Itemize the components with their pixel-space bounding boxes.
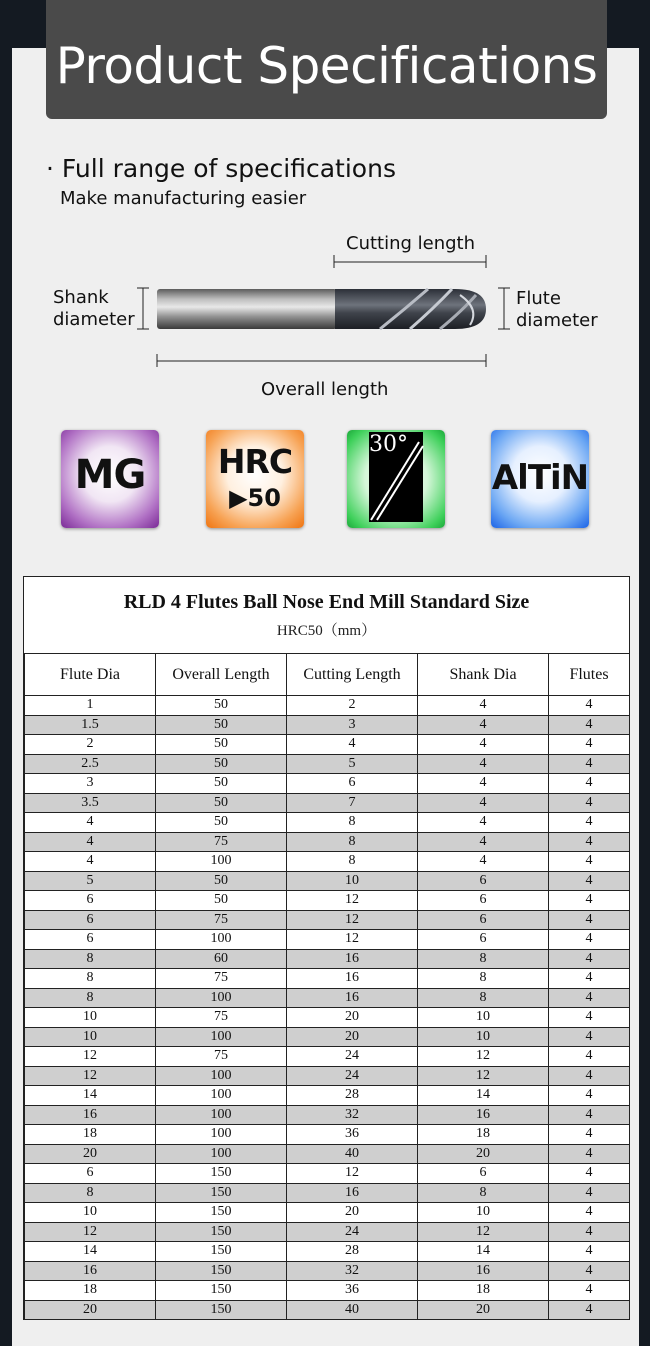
cell-flutes: 4 [549, 1300, 630, 1320]
cell-shank-dia: 14 [418, 1086, 549, 1106]
cell-flutes: 4 [549, 1183, 630, 1203]
cutting-length-label: Cutting length [346, 233, 476, 254]
cell-overall-length: 150 [156, 1261, 287, 1281]
cell-shank-dia: 14 [418, 1242, 549, 1262]
cell-overall-length: 50 [156, 696, 287, 716]
cell-overall-length: 50 [156, 735, 287, 755]
cell-overall-length: 150 [156, 1164, 287, 1184]
cell-shank-dia: 16 [418, 1261, 549, 1281]
cell-cutting-length: 12 [287, 930, 418, 950]
cell-flutes: 4 [549, 1008, 630, 1028]
cell-overall-length: 50 [156, 774, 287, 794]
cell-flutes: 4 [549, 969, 630, 989]
cell-cutting-length: 32 [287, 1105, 418, 1125]
cell-shank-dia: 20 [418, 1144, 549, 1164]
cell-overall-length: 50 [156, 715, 287, 735]
table-row [25, 1203, 630, 1223]
cell-cutting-length: 12 [287, 910, 418, 930]
cell-flutes: 4 [549, 1261, 630, 1281]
cell-flutes: 4 [549, 813, 630, 833]
cell-cutting-length: 16 [287, 1183, 418, 1203]
cell-flute-dia: 1.5 [25, 715, 156, 735]
cell-flutes: 4 [549, 871, 630, 891]
header-shank-dia: Shank Dia [418, 654, 549, 696]
cell-flute-dia: 5 [25, 871, 156, 891]
cell-flutes: 4 [549, 1086, 630, 1106]
cell-overall-length: 150 [156, 1183, 287, 1203]
cell-shank-dia: 8 [418, 969, 549, 989]
cell-flute-dia: 20 [25, 1300, 156, 1320]
cell-flutes: 4 [549, 891, 630, 911]
hrc-value-label: ▶50 [229, 484, 281, 512]
cell-cutting-length: 20 [287, 1203, 418, 1223]
cell-cutting-length: 20 [287, 1027, 418, 1047]
page-title: Product Specifications [55, 37, 598, 95]
cell-overall-length: 50 [156, 754, 287, 774]
cell-shank-dia: 4 [418, 715, 549, 735]
hrc-hardness-icon [206, 430, 304, 528]
header-cutting-length: Cutting Length [287, 654, 418, 696]
cell-flutes: 4 [549, 910, 630, 930]
cell-shank-dia: 10 [418, 1203, 549, 1223]
cell-cutting-length: 5 [287, 754, 418, 774]
cell-flute-dia: 4 [25, 852, 156, 872]
cell-shank-dia: 8 [418, 1183, 549, 1203]
cell-flutes: 4 [549, 1144, 630, 1164]
table-row [25, 735, 630, 755]
cell-cutting-length: 12 [287, 891, 418, 911]
cell-shank-dia: 4 [418, 793, 549, 813]
cell-cutting-length: 16 [287, 949, 418, 969]
table-row [25, 1086, 630, 1106]
table-row [25, 1144, 630, 1164]
cell-shank-dia: 6 [418, 891, 549, 911]
header-flute-dia: Flute Dia [25, 654, 156, 696]
cell-overall-length: 100 [156, 1066, 287, 1086]
cell-overall-length: 75 [156, 1047, 287, 1067]
cell-flute-dia: 16 [25, 1261, 156, 1281]
table-title: RLD 4 Flutes Ball Nose End Mill Standard Size [123, 591, 530, 613]
cell-shank-dia: 6 [418, 910, 549, 930]
cell-flute-dia: 2 [25, 735, 156, 755]
cell-overall-length: 150 [156, 1281, 287, 1301]
cell-cutting-length: 2 [287, 696, 418, 716]
cell-flute-dia: 18 [25, 1281, 156, 1301]
end-mill-diagram [0, 225, 650, 415]
table-row [25, 715, 630, 735]
cell-flute-dia: 8 [25, 1183, 156, 1203]
flute-diameter-label-line2: diameter [516, 310, 598, 331]
cell-cutting-length: 4 [287, 735, 418, 755]
cell-flute-dia: 4 [25, 832, 156, 852]
cell-flute-dia: 8 [25, 949, 156, 969]
cell-flutes: 4 [549, 949, 630, 969]
cell-overall-length: 50 [156, 793, 287, 813]
table-row [25, 1300, 630, 1320]
table-row [25, 891, 630, 911]
table-header-row [25, 654, 630, 696]
cell-shank-dia: 20 [418, 1300, 549, 1320]
cell-flute-dia: 18 [25, 1125, 156, 1145]
mg-label: MG [74, 452, 146, 498]
cell-flutes: 4 [549, 1164, 630, 1184]
feature-icons [0, 430, 650, 532]
spec-table [24, 653, 630, 1320]
cell-flutes: 4 [549, 715, 630, 735]
cell-flute-dia: 1 [25, 696, 156, 716]
cell-shank-dia: 8 [418, 949, 549, 969]
cell-flutes: 4 [549, 1203, 630, 1223]
table-row [25, 1261, 630, 1281]
table-row [25, 871, 630, 891]
table-row [25, 774, 630, 794]
cell-shank-dia: 6 [418, 930, 549, 950]
cell-flute-dia: 8 [25, 988, 156, 1008]
cell-shank-dia: 10 [418, 1008, 549, 1028]
cell-cutting-length: 28 [287, 1086, 418, 1106]
cell-overall-length: 60 [156, 949, 287, 969]
cell-cutting-length: 40 [287, 1300, 418, 1320]
table-row [25, 1047, 630, 1067]
cell-shank-dia: 18 [418, 1281, 549, 1301]
table-row [25, 1242, 630, 1262]
table-row [25, 696, 630, 716]
cell-flute-dia: 10 [25, 1008, 156, 1028]
intro-subtitle: Make manufacturing easier [60, 188, 307, 209]
cell-shank-dia: 4 [418, 832, 549, 852]
cell-flute-dia: 10 [25, 1203, 156, 1223]
cell-flutes: 4 [549, 1027, 630, 1047]
cell-flute-dia: 14 [25, 1086, 156, 1106]
cell-cutting-length: 3 [287, 715, 418, 735]
cell-shank-dia: 4 [418, 696, 549, 716]
cell-cutting-length: 28 [287, 1242, 418, 1262]
cell-flute-dia: 12 [25, 1222, 156, 1242]
cell-overall-length: 100 [156, 1125, 287, 1145]
cell-cutting-length: 20 [287, 1008, 418, 1028]
cell-flutes: 4 [549, 696, 630, 716]
cell-cutting-length: 12 [287, 1164, 418, 1184]
cell-overall-length: 75 [156, 969, 287, 989]
cell-flutes: 4 [549, 774, 630, 794]
cell-flutes: 4 [549, 832, 630, 852]
cell-cutting-length: 8 [287, 813, 418, 833]
cell-flutes: 4 [549, 1281, 630, 1301]
shank-diameter-label [53, 287, 135, 331]
cell-flutes: 4 [549, 1105, 630, 1125]
cell-flutes: 4 [549, 793, 630, 813]
cell-flute-dia: 3 [25, 774, 156, 794]
intro-heading: · Full range of specifications [46, 154, 396, 183]
table-row [25, 754, 630, 774]
cell-flute-dia: 2.5 [25, 754, 156, 774]
cell-overall-length: 150 [156, 1222, 287, 1242]
table-row [25, 1066, 630, 1086]
mg-carbide-icon [61, 430, 159, 528]
header-overall-length: Overall Length [156, 654, 287, 696]
table-row [25, 910, 630, 930]
cell-cutting-length: 7 [287, 793, 418, 813]
cell-flute-dia: 16 [25, 1105, 156, 1125]
cell-flute-dia: 6 [25, 1164, 156, 1184]
cell-flute-dia: 4 [25, 813, 156, 833]
table-row [25, 969, 630, 989]
cell-overall-length: 150 [156, 1242, 287, 1262]
table-row [25, 1183, 630, 1203]
cell-flute-dia: 8 [25, 969, 156, 989]
table-row [25, 1105, 630, 1125]
cell-overall-length: 100 [156, 930, 287, 950]
table-row [25, 832, 630, 852]
cell-overall-length: 75 [156, 832, 287, 852]
cell-overall-length: 100 [156, 988, 287, 1008]
cell-flute-dia: 14 [25, 1242, 156, 1262]
cell-flute-dia: 6 [25, 930, 156, 950]
cell-flutes: 4 [549, 754, 630, 774]
coating-label: AlTiN [491, 458, 589, 498]
spec-table-card [23, 576, 630, 1320]
cell-shank-dia: 4 [418, 774, 549, 794]
cell-shank-dia: 4 [418, 735, 549, 755]
table-row [25, 852, 630, 872]
cell-cutting-length: 8 [287, 852, 418, 872]
hrc-label: HRC [217, 442, 293, 481]
cell-cutting-length: 32 [287, 1261, 418, 1281]
cell-flutes: 4 [549, 852, 630, 872]
cell-overall-length: 100 [156, 1144, 287, 1164]
cell-shank-dia: 6 [418, 871, 549, 891]
cell-overall-length: 75 [156, 910, 287, 930]
table-row [25, 1027, 630, 1047]
table-body [25, 696, 630, 1320]
cell-flutes: 4 [549, 1242, 630, 1262]
cell-overall-length: 50 [156, 871, 287, 891]
cell-cutting-length: 10 [287, 871, 418, 891]
cell-flute-dia: 3.5 [25, 793, 156, 813]
cell-flutes: 4 [549, 735, 630, 755]
flute-diameter-label-line1: Flute [516, 288, 561, 309]
cell-overall-length: 75 [156, 1008, 287, 1028]
header-flutes: Flutes [549, 654, 630, 696]
cell-cutting-length: 16 [287, 988, 418, 1008]
cell-shank-dia: 10 [418, 1027, 549, 1047]
cell-flute-dia: 12 [25, 1047, 156, 1067]
helix-angle-icon [347, 430, 445, 528]
cell-cutting-length: 40 [287, 1144, 418, 1164]
table-row [25, 988, 630, 1008]
cell-overall-length: 100 [156, 1105, 287, 1125]
cell-flute-dia: 6 [25, 891, 156, 911]
cell-shank-dia: 4 [418, 813, 549, 833]
cell-flutes: 4 [549, 1125, 630, 1145]
cell-cutting-length: 24 [287, 1222, 418, 1242]
altin-coating-icon [491, 430, 589, 528]
table-row [25, 1281, 630, 1301]
cell-flutes: 4 [549, 988, 630, 1008]
cell-shank-dia: 12 [418, 1222, 549, 1242]
cell-cutting-length: 24 [287, 1066, 418, 1086]
cell-flutes: 4 [549, 1066, 630, 1086]
cell-cutting-length: 6 [287, 774, 418, 794]
page-title-banner [46, 0, 607, 119]
cell-shank-dia: 4 [418, 852, 549, 872]
flute-diameter-label [516, 288, 598, 332]
cell-shank-dia: 6 [418, 1164, 549, 1184]
cell-overall-length: 100 [156, 1027, 287, 1047]
table-row [25, 813, 630, 833]
cell-cutting-length: 8 [287, 832, 418, 852]
cell-shank-dia: 12 [418, 1066, 549, 1086]
overall-length-label: Overall length [261, 379, 389, 400]
angle-label: 30° [369, 432, 408, 457]
cell-shank-dia: 16 [418, 1105, 549, 1125]
cell-cutting-length: 36 [287, 1125, 418, 1145]
cell-shank-dia: 12 [418, 1047, 549, 1067]
cell-flutes: 4 [549, 1222, 630, 1242]
cell-cutting-length: 24 [287, 1047, 418, 1067]
cell-overall-length: 100 [156, 852, 287, 872]
cell-flute-dia: 20 [25, 1144, 156, 1164]
table-row [25, 793, 630, 813]
table-row [25, 1164, 630, 1184]
table-row [25, 949, 630, 969]
cell-overall-length: 150 [156, 1203, 287, 1223]
cell-overall-length: 150 [156, 1300, 287, 1320]
table-row [25, 1222, 630, 1242]
cell-overall-length: 100 [156, 1086, 287, 1106]
cell-shank-dia: 4 [418, 754, 549, 774]
table-subtitle: HRC50（mm） [276, 623, 377, 639]
table-row [25, 930, 630, 950]
cell-shank-dia: 8 [418, 988, 549, 1008]
cell-flute-dia: 10 [25, 1027, 156, 1047]
table-row [25, 1125, 630, 1145]
cell-flute-dia: 12 [25, 1066, 156, 1086]
cell-cutting-length: 16 [287, 969, 418, 989]
cell-overall-length: 50 [156, 813, 287, 833]
cell-cutting-length: 36 [287, 1281, 418, 1301]
shank-diameter-label-line1: Shank [53, 287, 109, 308]
cell-overall-length: 50 [156, 891, 287, 911]
cell-shank-dia: 18 [418, 1125, 549, 1145]
shank-diameter-label-line2: diameter [53, 309, 135, 330]
cell-flute-dia: 6 [25, 910, 156, 930]
cell-flutes: 4 [549, 930, 630, 950]
table-row [25, 1008, 630, 1028]
cell-flutes: 4 [549, 1047, 630, 1067]
